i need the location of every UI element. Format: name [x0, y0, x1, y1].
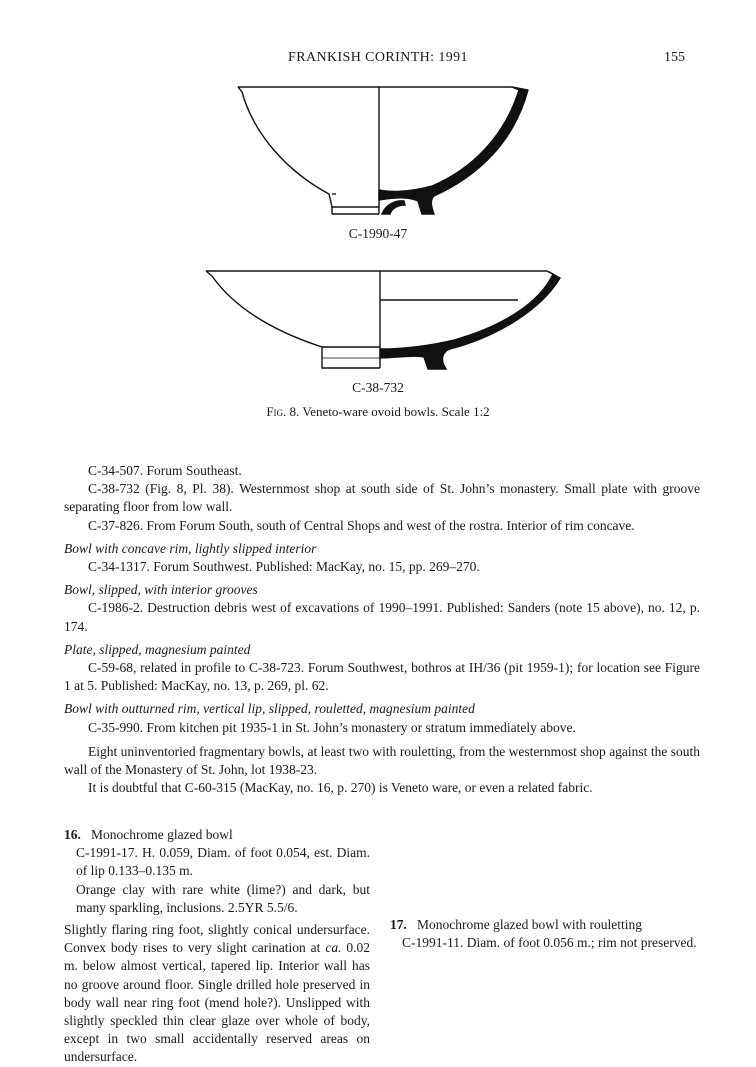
entry-17	[390, 916, 700, 952]
figure-caption-prefix: Fig. 8.	[266, 404, 300, 419]
entry-17-number: 17.	[390, 917, 407, 932]
entry-16-number: 16.	[64, 827, 81, 842]
bowl-profile-drawings	[0, 0, 756, 400]
bowl-profile-c-1990-47	[238, 87, 528, 214]
catalogue-paragraph: C-35-990. From kitchen pit 1935-1 in St. John’s monastery or stratum immediately above.	[88, 719, 576, 735]
catalogue-paragraph: C-34-1317. Forum Southwest. Published: MacKay, no. 15, pp. 269–270.	[88, 559, 480, 575]
entry-17-heading	[390, 916, 700, 934]
entry-16-dimensions: C-1991-17. H. 0.059, Diam. of foot 0.054, est. Diam. of lip 0.133–0.135 m.	[76, 845, 370, 879]
catalogue-paragraph: C-1986-2. Destruction debris west of excavations of 1990–1991. Published: Sanders (note 15 above), no. 12, p. 174.	[64, 600, 700, 634]
entry-16-desc-a: Slightly flaring ring foot, slightly conical undersurface. Convex body rises to very slight carination at	[64, 922, 370, 956]
subheading: Plate, slipped, magnesium painted	[64, 641, 251, 657]
catalogue-paragraph: Eight uninventoried fragmentary bowls, at least two with rouletting, from the westernmost shop against the south wall of the Monastery of St. John, lot 1938-23.	[64, 743, 700, 778]
figure-caption	[0, 404, 756, 420]
catalogue-paragraph: It is doubtful that C-60-315 (MacKay, no. 16, p. 270) is Veneto ware, or even a related fabric.	[88, 780, 593, 796]
entry-16-desc-b: 0.02 m. below almost vertical, tapered lip. Interior wall has no groove around floor. Single drilled hole preserved in body wall near ring foot (mend hole?). Unslipped with slightly speckled thin clear glaze over whole of body, except in two small accidentally reserved areas on undersurface.	[64, 940, 370, 1065]
figure-caption-text: Veneto-ware ovoid bowls. Scale 1:2	[302, 404, 490, 419]
entry-16-fabric: Orange clay with rare white (lime?) and dark, but many sparkling, inclusions. 2.5YR 5.5/6.	[76, 881, 370, 915]
catalogue-text	[64, 462, 700, 797]
page-number: 155	[664, 50, 685, 65]
entry-16-desc-ca: ca.	[325, 940, 342, 956]
catalogue-paragraph: C-38-732 (Fig. 8, Pl. 38). Westernmost shop at south side of St. John’s monastery. Small plate with groove separating floor from low wall.	[64, 481, 700, 515]
entry-16	[64, 826, 370, 1067]
catalogue-paragraph: C-37-826. From Forum South, south of Central Shops and west of the rostra. Interior of rim concave.	[88, 517, 635, 533]
subheading: Bowl with concave rim, lightly slipped interior	[64, 540, 317, 556]
entry-16-description	[64, 921, 370, 1067]
bowl-profile-c-38-732	[206, 271, 560, 369]
entry-17-dimensions: C-1991-11. Diam. of foot 0.056 m.; rim not preserved.	[402, 935, 697, 951]
running-head: FRANKISH CORINTH: 1991	[288, 50, 468, 65]
entry-16-heading	[64, 826, 370, 844]
figure-label-bottom: C-38-732	[352, 380, 404, 395]
subheading: Bowl, slipped, with interior grooves	[64, 582, 258, 598]
subheading: Bowl with outturned rim, vertical lip, slipped, rouletted, magnesium painted	[64, 701, 475, 717]
entry-17-title: Monochrome glazed bowl with rouletting	[417, 917, 642, 932]
catalogue-paragraph: C-34-507. Forum Southeast.	[88, 463, 242, 478]
catalogue-paragraph: C-59-68, related in profile to C-38-723. Forum Southwest, bothros at IH/36 (pit 1959-1); for location see Figure 1 at 5. Published: MacKay, no. 13, p. 269, pl. 62.	[64, 660, 700, 694]
entry-16-title: Monochrome glazed bowl	[91, 827, 233, 842]
figure-label-top: C-1990-47	[348, 226, 408, 241]
